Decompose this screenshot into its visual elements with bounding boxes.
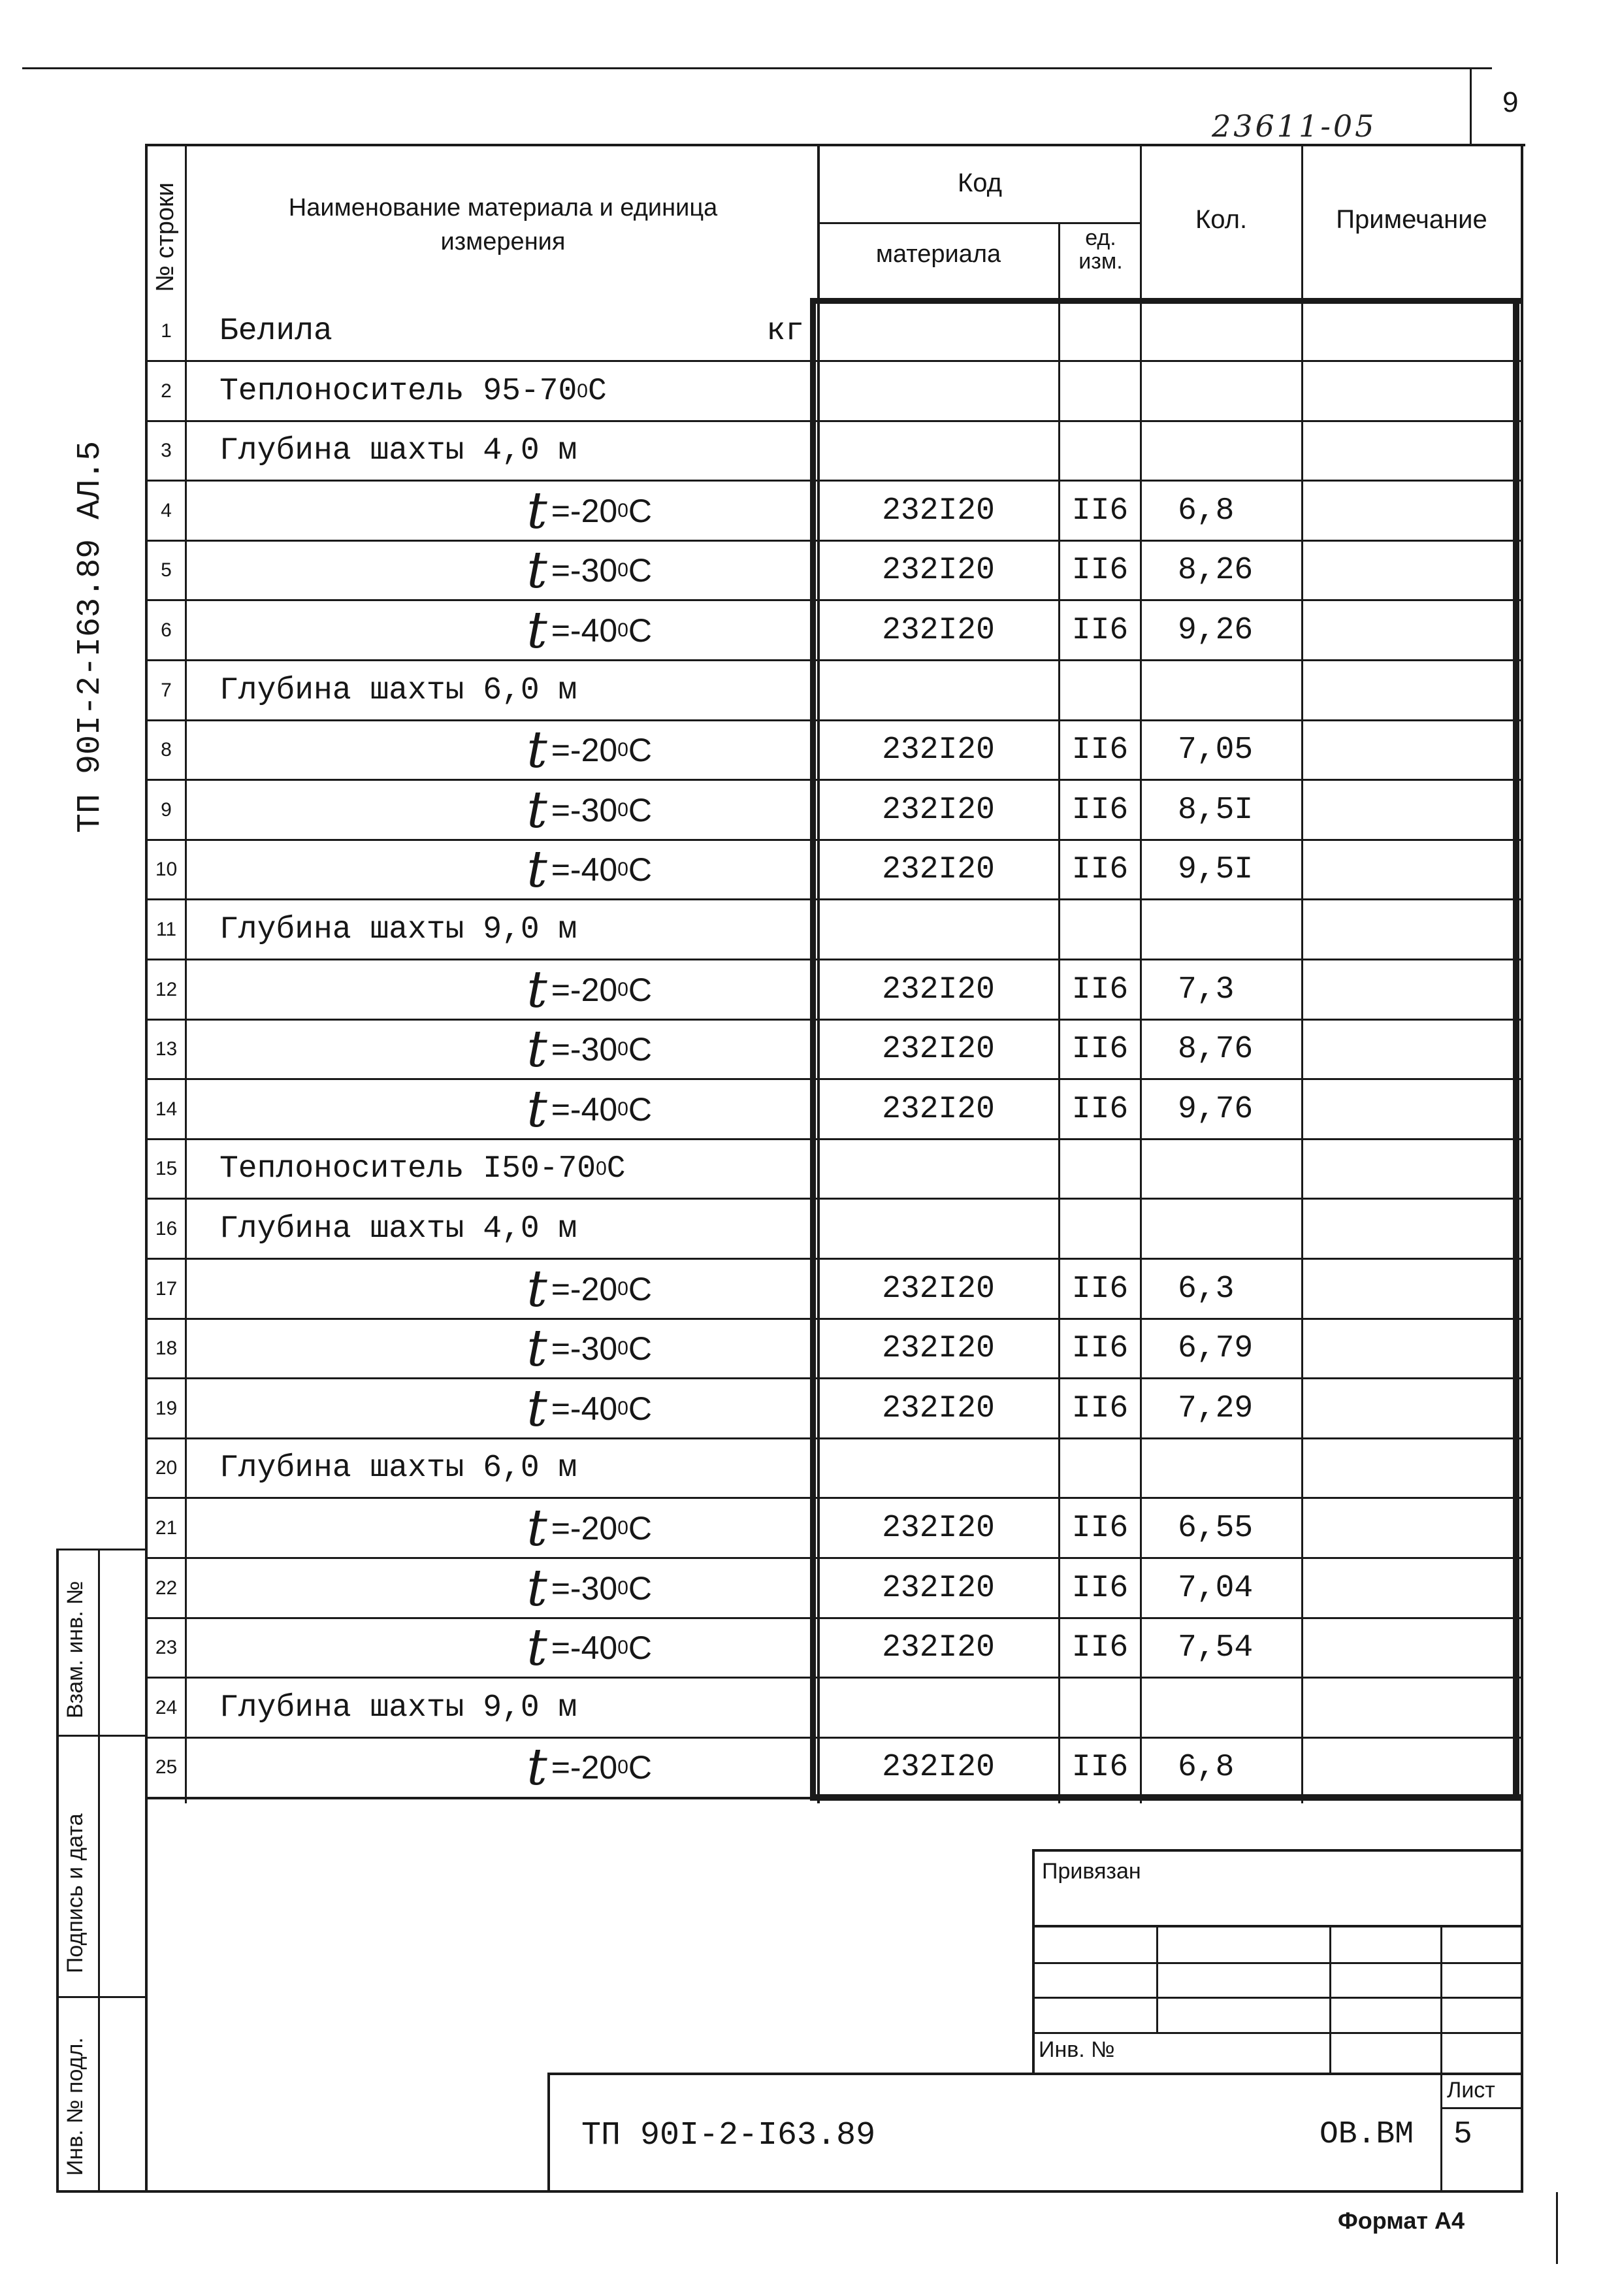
temperature-value: =-30 <box>551 792 618 828</box>
temperature-value: =-30 <box>551 552 618 589</box>
degree-sign: 0 <box>617 739 628 761</box>
temperature-label <box>187 600 652 661</box>
quantity: 6,79 <box>1178 1331 1254 1366</box>
unit-code: II6 <box>1071 793 1129 828</box>
data-thick-right <box>1513 298 1519 1801</box>
temperature-value: =-30 <box>551 1031 618 1068</box>
frame-right <box>1521 144 1523 2192</box>
material-name <box>187 301 850 361</box>
degree-sign: 0 <box>617 619 628 641</box>
note <box>1303 1438 1514 1498</box>
celsius-suffix: С <box>628 552 652 589</box>
temperature-value: =-20 <box>551 1749 618 1786</box>
material-code: 232I20 <box>882 1271 995 1307</box>
material-code <box>818 1438 1058 1498</box>
degree-sign: 0 <box>617 1098 628 1120</box>
celsius-suffix: С <box>628 1510 652 1547</box>
temperature-label <box>187 840 652 900</box>
temperature-symbol: t <box>526 1020 547 1079</box>
material-name <box>187 1199 850 1259</box>
degree-sign: 0 <box>617 1038 628 1060</box>
row-number: 13 <box>155 1038 178 1060</box>
unit-code: II6 <box>1071 553 1129 588</box>
note <box>1303 1737 1514 1797</box>
temperature-value: =-40 <box>551 612 618 649</box>
data-thick-left <box>810 298 816 1801</box>
celsius-suffix: С <box>628 732 652 768</box>
row-number: 8 <box>161 739 172 761</box>
material-name-text: Белила <box>219 314 332 349</box>
tb-col-1 <box>1156 1925 1158 2032</box>
note <box>1303 720 1514 780</box>
unit-code: II6 <box>1071 1571 1129 1606</box>
tb-sheet-label: Лист <box>1447 2078 1495 2103</box>
stamp-vzam-inv: Взам. инв. № <box>63 1581 88 1718</box>
note <box>1303 840 1514 900</box>
row-number: 22 <box>155 1577 178 1599</box>
table-top-border <box>147 144 1525 146</box>
tb-privyazan: Привязан <box>1042 1859 1141 1884</box>
temperature-label <box>187 1737 652 1797</box>
header-code-unit: ед. изм. <box>1078 225 1123 274</box>
note <box>1303 540 1514 600</box>
degree-sign: 0 <box>617 979 628 1000</box>
degree-sign: 0 <box>617 1517 628 1539</box>
material-name-text: Глубина шахты 9,0 м <box>219 912 577 947</box>
material-code: 232I20 <box>882 553 995 588</box>
unit-label: кг <box>766 314 804 349</box>
material-code: 232I20 <box>882 1571 995 1606</box>
temperature-value: =-40 <box>551 851 618 888</box>
row-number: 7 <box>161 680 172 701</box>
material-name <box>187 1678 850 1738</box>
tb-line-1 <box>1032 1925 1523 1927</box>
row-number: 4 <box>161 500 172 521</box>
material-code: 232I20 <box>882 1092 995 1127</box>
material-code: 232I20 <box>882 852 995 887</box>
temperature-label <box>187 481 652 541</box>
temperature-label <box>187 1019 652 1079</box>
note <box>1303 780 1514 840</box>
celsius-suffix: С <box>606 1151 626 1187</box>
temperature-symbol: t <box>526 1379 547 1438</box>
material-code <box>818 421 1058 481</box>
unit-code <box>1060 361 1140 421</box>
celsius-suffix: С <box>628 1570 652 1607</box>
note <box>1303 900 1514 960</box>
right-edge-line <box>1556 2192 1558 2264</box>
stamp-line-1 <box>56 1735 146 1737</box>
degree-sign: 0 <box>617 1398 628 1419</box>
row-number: 18 <box>155 1337 178 1359</box>
unit-code <box>1060 421 1140 481</box>
celsius-suffix: С <box>628 1091 652 1128</box>
temperature-label <box>187 720 652 780</box>
material-code <box>818 900 1058 960</box>
quantity: 6,8 <box>1178 493 1235 529</box>
row-number: 6 <box>161 619 172 641</box>
quantity: 8,76 <box>1178 1032 1254 1067</box>
stamp-top-line <box>56 1549 146 1550</box>
tb-line-2 <box>1032 1962 1523 1964</box>
temperature-symbol: t <box>526 541 547 600</box>
row-number: 25 <box>155 1756 178 1778</box>
material-code: 232I20 <box>882 793 995 828</box>
material-name-text: Глубина шахты 4,0 м <box>219 433 577 468</box>
temperature-symbol: t <box>526 1260 547 1319</box>
quantity: 6,8 <box>1178 1750 1235 1785</box>
temperature-symbol: t <box>526 960 547 1019</box>
quantity: 8,5I <box>1178 793 1254 828</box>
row-number: 21 <box>155 1517 178 1539</box>
row-number: 24 <box>155 1697 178 1718</box>
temperature-value: =-20 <box>551 732 618 768</box>
celsius-suffix: С <box>628 792 652 828</box>
material-name-text: Теплоноситель 95-70 <box>219 374 577 409</box>
degree-sign: 0 <box>617 1337 628 1359</box>
temperature-value: =-40 <box>551 1390 618 1427</box>
material-name <box>187 1438 850 1498</box>
note <box>1303 481 1514 541</box>
note <box>1303 661 1514 721</box>
unit-code: II6 <box>1071 1511 1129 1546</box>
temperature-label <box>187 1319 652 1379</box>
material-name-text: Глубина шахты 6,0 м <box>219 673 577 708</box>
degree-sign: 0 <box>577 380 588 402</box>
unit-code <box>1060 1199 1140 1259</box>
celsius-suffix: С <box>628 851 652 888</box>
side-code: ТП 90I-2-I63.89 АЛ.5 <box>72 440 109 833</box>
unit-code: II6 <box>1071 613 1129 648</box>
row-number: 20 <box>155 1457 178 1479</box>
page-number: 9 <box>1502 86 1519 118</box>
unit-code: II6 <box>1071 1750 1129 1785</box>
material-name <box>187 900 850 960</box>
unit-code: II6 <box>1071 1630 1129 1665</box>
row-number: 10 <box>155 859 178 880</box>
header-note: Примечание <box>1336 205 1487 234</box>
celsius-suffix: С <box>628 1031 652 1068</box>
stamp-mid-line <box>98 1549 100 2192</box>
tb-line-3 <box>1032 1997 1523 1999</box>
material-code <box>818 1199 1058 1259</box>
tb-doc-code: ТП 90I-2-I63.89 <box>581 2117 876 2154</box>
quantity: 9,5I <box>1178 852 1254 887</box>
material-code: 232I20 <box>882 1391 995 1426</box>
material-name-text: Глубина шахты 4,0 м <box>219 1211 577 1247</box>
quantity: 9,26 <box>1178 613 1254 648</box>
note <box>1303 1199 1514 1259</box>
degree-sign: 0 <box>617 559 628 581</box>
note <box>1303 1558 1514 1618</box>
temperature-label <box>187 960 652 1020</box>
stamp-inv-podl: Инв. № подл. <box>63 2037 88 2176</box>
degree-sign: 0 <box>617 1577 628 1599</box>
quantity: 7,29 <box>1178 1391 1254 1426</box>
unit-code <box>1060 900 1140 960</box>
material-code <box>818 361 1058 421</box>
row-number: 9 <box>161 799 172 821</box>
quantity: 6,3 <box>1178 1271 1235 1307</box>
note <box>1303 301 1514 361</box>
unit-code: II6 <box>1071 493 1129 529</box>
row-number: 23 <box>155 1637 178 1658</box>
stamp-line-2 <box>56 1996 146 1998</box>
unit-code: II6 <box>1071 732 1129 768</box>
material-code: 232I20 <box>882 972 995 1008</box>
unit-code <box>1060 1139 1140 1199</box>
format-label: Формат А4 <box>1338 2207 1465 2234</box>
quantity: 7,04 <box>1178 1571 1254 1606</box>
temperature-label <box>187 780 652 840</box>
unit-code: II6 <box>1071 852 1129 887</box>
temperature-symbol: t <box>526 1618 547 1677</box>
row-number: 16 <box>155 1218 178 1239</box>
temperature-value: =-20 <box>551 1271 618 1307</box>
header-code-material: материала <box>875 240 1001 268</box>
temperature-symbol: t <box>526 721 547 779</box>
temperature-symbol: t <box>526 1738 547 1797</box>
material-name-text: Глубина шахты 6,0 м <box>219 1451 577 1486</box>
material-code <box>818 661 1058 721</box>
celsius-suffix: С <box>587 374 607 409</box>
row-number: 17 <box>155 1278 178 1300</box>
material-code: 232I20 <box>882 613 995 648</box>
tb-col-3 <box>1440 1925 1442 2192</box>
temperature-symbol: t <box>526 1559 547 1618</box>
temperature-value: =-30 <box>551 1330 618 1367</box>
material-code: 232I20 <box>882 1511 995 1546</box>
row-number: 19 <box>155 1398 178 1419</box>
celsius-suffix: С <box>628 493 652 529</box>
temperature-value: =-20 <box>551 1510 618 1547</box>
page-number-box-line <box>1470 67 1472 146</box>
degree-sign: 0 <box>617 1278 628 1300</box>
temperature-symbol: t <box>526 1319 547 1378</box>
tb-main-left <box>547 2073 550 2192</box>
tb-line-4 <box>1032 2032 1523 2034</box>
unit-code: II6 <box>1071 1032 1129 1067</box>
unit-code <box>1060 1438 1140 1498</box>
celsius-suffix: С <box>628 612 652 649</box>
quantity: 9,76 <box>1178 1092 1254 1127</box>
note <box>1303 1079 1514 1140</box>
material-code: 232I20 <box>882 732 995 768</box>
header-code-group: Код <box>957 169 1002 197</box>
material-name <box>187 661 850 721</box>
material-name-text: Глубина шахты 9,0 м <box>219 1690 577 1726</box>
temperature-label <box>187 1259 652 1319</box>
temperature-label <box>187 540 652 600</box>
row-number: 2 <box>161 380 172 402</box>
unit-code: II6 <box>1071 1391 1129 1426</box>
celsius-suffix: С <box>628 1630 652 1666</box>
tb-inv-no: Инв. № <box>1039 2037 1115 2062</box>
tb-sheet-no: 5 <box>1453 2117 1472 2152</box>
note <box>1303 1259 1514 1319</box>
material-code <box>818 301 1058 361</box>
material-code: 232I20 <box>882 1032 995 1067</box>
row-number: 5 <box>161 559 172 581</box>
note <box>1303 600 1514 661</box>
row-number: 12 <box>155 979 178 1000</box>
temperature-value: =-30 <box>551 1570 618 1607</box>
quantity: 8,26 <box>1178 553 1254 588</box>
temperature-label <box>187 1379 652 1439</box>
temperature-symbol: t <box>526 601 547 660</box>
temperature-label <box>187 1618 652 1678</box>
stamp-podpis-data: Подпись и дата <box>63 1813 88 1973</box>
note <box>1303 1319 1514 1379</box>
temperature-symbol: t <box>526 1080 547 1139</box>
note <box>1303 421 1514 481</box>
quantity: 7,3 <box>1178 972 1235 1008</box>
material-name <box>187 421 850 481</box>
unit-code <box>1060 301 1140 361</box>
header-code-divider <box>818 222 1141 224</box>
frame-bottom <box>56 2190 1523 2193</box>
header-row-no: № строки <box>152 182 179 292</box>
handwritten-code: 23611-05 <box>1212 108 1377 144</box>
tb-col-2 <box>1329 1925 1331 2075</box>
unit-code <box>1060 661 1140 721</box>
stamp-left-line <box>56 1549 59 2192</box>
top-border <box>22 67 1492 69</box>
temperature-value: =-40 <box>551 1630 618 1666</box>
celsius-suffix: С <box>628 1271 652 1307</box>
degree-sign: 0 <box>617 859 628 880</box>
temperature-symbol: t <box>526 482 547 540</box>
temperature-symbol: t <box>526 781 547 840</box>
row-number: 3 <box>161 440 172 461</box>
tb-sheet-divider <box>1440 2107 1523 2109</box>
celsius-suffix: С <box>628 1390 652 1427</box>
material-code <box>818 1678 1058 1738</box>
celsius-suffix: С <box>628 1749 652 1786</box>
note <box>1303 960 1514 1020</box>
row-number: 14 <box>155 1098 178 1120</box>
degree-sign: 0 <box>617 500 628 521</box>
temperature-value: =-20 <box>551 972 618 1008</box>
material-name <box>187 361 850 421</box>
material-code: 232I20 <box>882 1750 995 1785</box>
quantity: 7,54 <box>1178 1630 1254 1665</box>
quantity: 6,55 <box>1178 1511 1254 1546</box>
material-code: 232I20 <box>882 493 995 529</box>
header-name: Наименование материала и единица измерения <box>288 194 718 255</box>
material-code: 232I20 <box>882 1331 995 1366</box>
temperature-label <box>187 1498 652 1558</box>
temperature-label <box>187 1558 652 1618</box>
unit-code <box>1060 1678 1140 1738</box>
temperature-symbol: t <box>526 840 547 899</box>
tb-main-top <box>547 2073 1523 2075</box>
degree-sign: 0 <box>617 1756 628 1778</box>
temperature-symbol: t <box>526 1499 547 1558</box>
degree-sign: 0 <box>596 1158 607 1179</box>
row-number: 1 <box>161 320 172 342</box>
material-code: 232I20 <box>882 1630 995 1665</box>
material-name-text: Теплоноситель I50-70 <box>219 1151 596 1187</box>
header-qty: Кол. <box>1195 205 1248 234</box>
note <box>1303 1498 1514 1558</box>
note <box>1303 1019 1514 1079</box>
unit-code: II6 <box>1071 1331 1129 1366</box>
note <box>1303 1678 1514 1738</box>
unit-code: II6 <box>1071 1092 1129 1127</box>
note <box>1303 361 1514 421</box>
degree-sign: 0 <box>617 799 628 821</box>
degree-sign: 0 <box>617 1637 628 1658</box>
unit-code: II6 <box>1071 972 1129 1008</box>
celsius-suffix: С <box>628 972 652 1008</box>
quantity: 7,05 <box>1178 732 1254 768</box>
tb-doc-mark: ОВ.ВМ <box>1320 2117 1414 2152</box>
temperature-label <box>187 1079 652 1140</box>
material-code <box>818 1139 1058 1199</box>
celsius-suffix: С <box>628 1330 652 1367</box>
unit-code: II6 <box>1071 1271 1129 1307</box>
tb-top-line <box>1032 1849 1523 1852</box>
temperature-value: =-20 <box>551 493 618 529</box>
note <box>1303 1379 1514 1439</box>
material-name <box>187 1139 850 1199</box>
row-number: 15 <box>155 1158 178 1179</box>
row-number: 11 <box>155 919 177 940</box>
temperature-value: =-40 <box>551 1091 618 1128</box>
note <box>1303 1618 1514 1678</box>
note <box>1303 1139 1514 1199</box>
